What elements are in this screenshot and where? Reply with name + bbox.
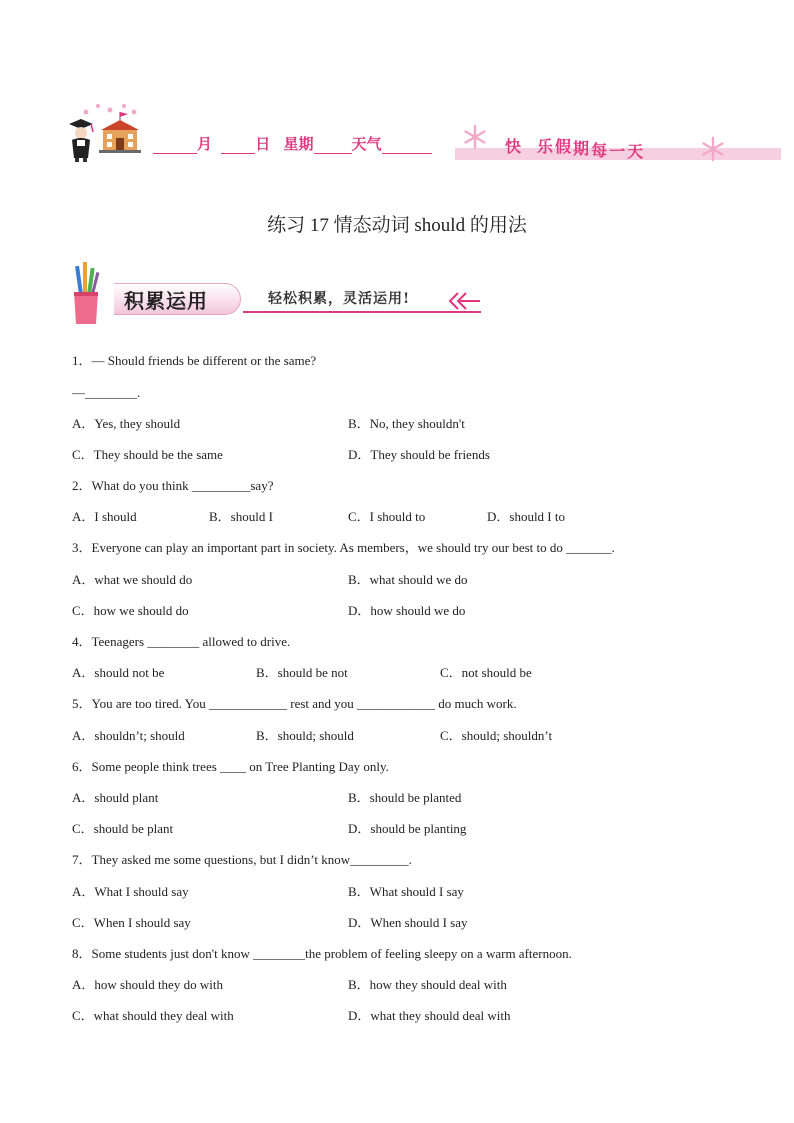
day-blank[interactable] (221, 139, 255, 154)
slogan-char: 假 (555, 137, 572, 156)
option[interactable]: D．should be planting (348, 821, 467, 836)
weather-label: 天气 (351, 135, 382, 153)
month-blank[interactable] (153, 139, 197, 154)
weekday-label: 星期 (283, 135, 314, 153)
question-stem: 1．— Should friends be different or the same? (72, 353, 317, 368)
option[interactable]: C．how we should do (72, 603, 189, 618)
slogan-char: 天 (627, 142, 644, 161)
option[interactable]: B．What should I say (348, 884, 464, 899)
option[interactable]: A．how should they do with (72, 977, 223, 992)
weather-blank[interactable] (382, 139, 432, 154)
weekday-blank[interactable] (314, 139, 352, 154)
option[interactable]: B．should be planted (348, 790, 462, 805)
slogan-char: 期 (573, 139, 590, 158)
option[interactable]: C．not should be (440, 665, 532, 680)
question-stem: 6．Some people think trees ____ on Tree Planting Day only. (72, 759, 389, 774)
slogan (505, 134, 644, 161)
question-stem: 3．Everyone can play an important part in society. As members，we should try our best to do _______. (72, 540, 615, 555)
question-stem: 8．Some students just don't know ________the problem of feeling sleepy on a warm afternoon. (72, 946, 572, 961)
day-label: 日 (255, 135, 271, 153)
option[interactable]: B．No, they shouldn't (348, 416, 465, 431)
option[interactable]: A．shouldn’t; should (72, 728, 185, 743)
graduate-icon (66, 116, 96, 162)
option[interactable]: D．how should we do (348, 603, 466, 618)
option[interactable]: B．should; should (256, 728, 354, 743)
option[interactable]: A．should plant (72, 790, 159, 805)
option[interactable]: A．What I should say (72, 884, 189, 899)
section-subtitle: 轻松积累，灵活运用! (268, 291, 411, 307)
question-stem: 2．What do you think _________say? (72, 478, 274, 493)
option[interactable]: B．should I (209, 509, 273, 524)
answer-line: —________. (72, 385, 141, 400)
pencil-cup-icon (70, 262, 102, 326)
option[interactable]: C．I should to (348, 509, 426, 524)
slogan-char: 每 (591, 141, 608, 160)
slogan-char: 一 (609, 142, 626, 161)
option[interactable]: C．what should they deal with (72, 1008, 234, 1023)
option[interactable]: D．They should be friends (348, 447, 490, 462)
option[interactable]: A．should not be (72, 665, 165, 680)
option[interactable]: A．Yes, they should (72, 416, 181, 431)
option[interactable]: B．how they should deal with (348, 977, 507, 992)
option[interactable]: C．should be plant (72, 821, 174, 836)
double-arrow-left-icon (446, 290, 480, 312)
option[interactable]: D．what they should deal with (348, 1008, 511, 1023)
page-title: 练习 17 情态动词 should 的用法 (267, 215, 527, 236)
option[interactable]: C．When I should say (72, 915, 191, 930)
slogan-char: 快 (505, 137, 522, 156)
option[interactable]: C．should; shouldn’t (440, 728, 553, 743)
question-stem: 5．You are too tired. You ____________ rest and you ____________ do much work. (72, 696, 517, 711)
option[interactable]: A．what we should do (72, 572, 193, 587)
section-title: 积累运用 (124, 289, 208, 313)
option[interactable]: C．They should be the same (72, 447, 223, 462)
option[interactable]: B．what should we do (348, 572, 468, 587)
question-stem: 7．They asked me some questions, but I didn’t know_________. (72, 852, 412, 867)
snowflake-icon (700, 136, 726, 162)
question-stem: 4．Teenagers ________ allowed to drive. (72, 634, 291, 649)
option[interactable]: B．should be not (256, 665, 348, 680)
option[interactable]: D．When should I say (348, 915, 468, 930)
slogan-char: 乐 (537, 137, 554, 156)
option[interactable]: D．should I to (487, 509, 566, 524)
snowflake-icon (462, 124, 488, 150)
date-weather-line (153, 133, 432, 154)
option[interactable]: A．I should (72, 509, 137, 524)
school-building-icon (97, 110, 143, 154)
month-label: 月 (197, 135, 213, 153)
